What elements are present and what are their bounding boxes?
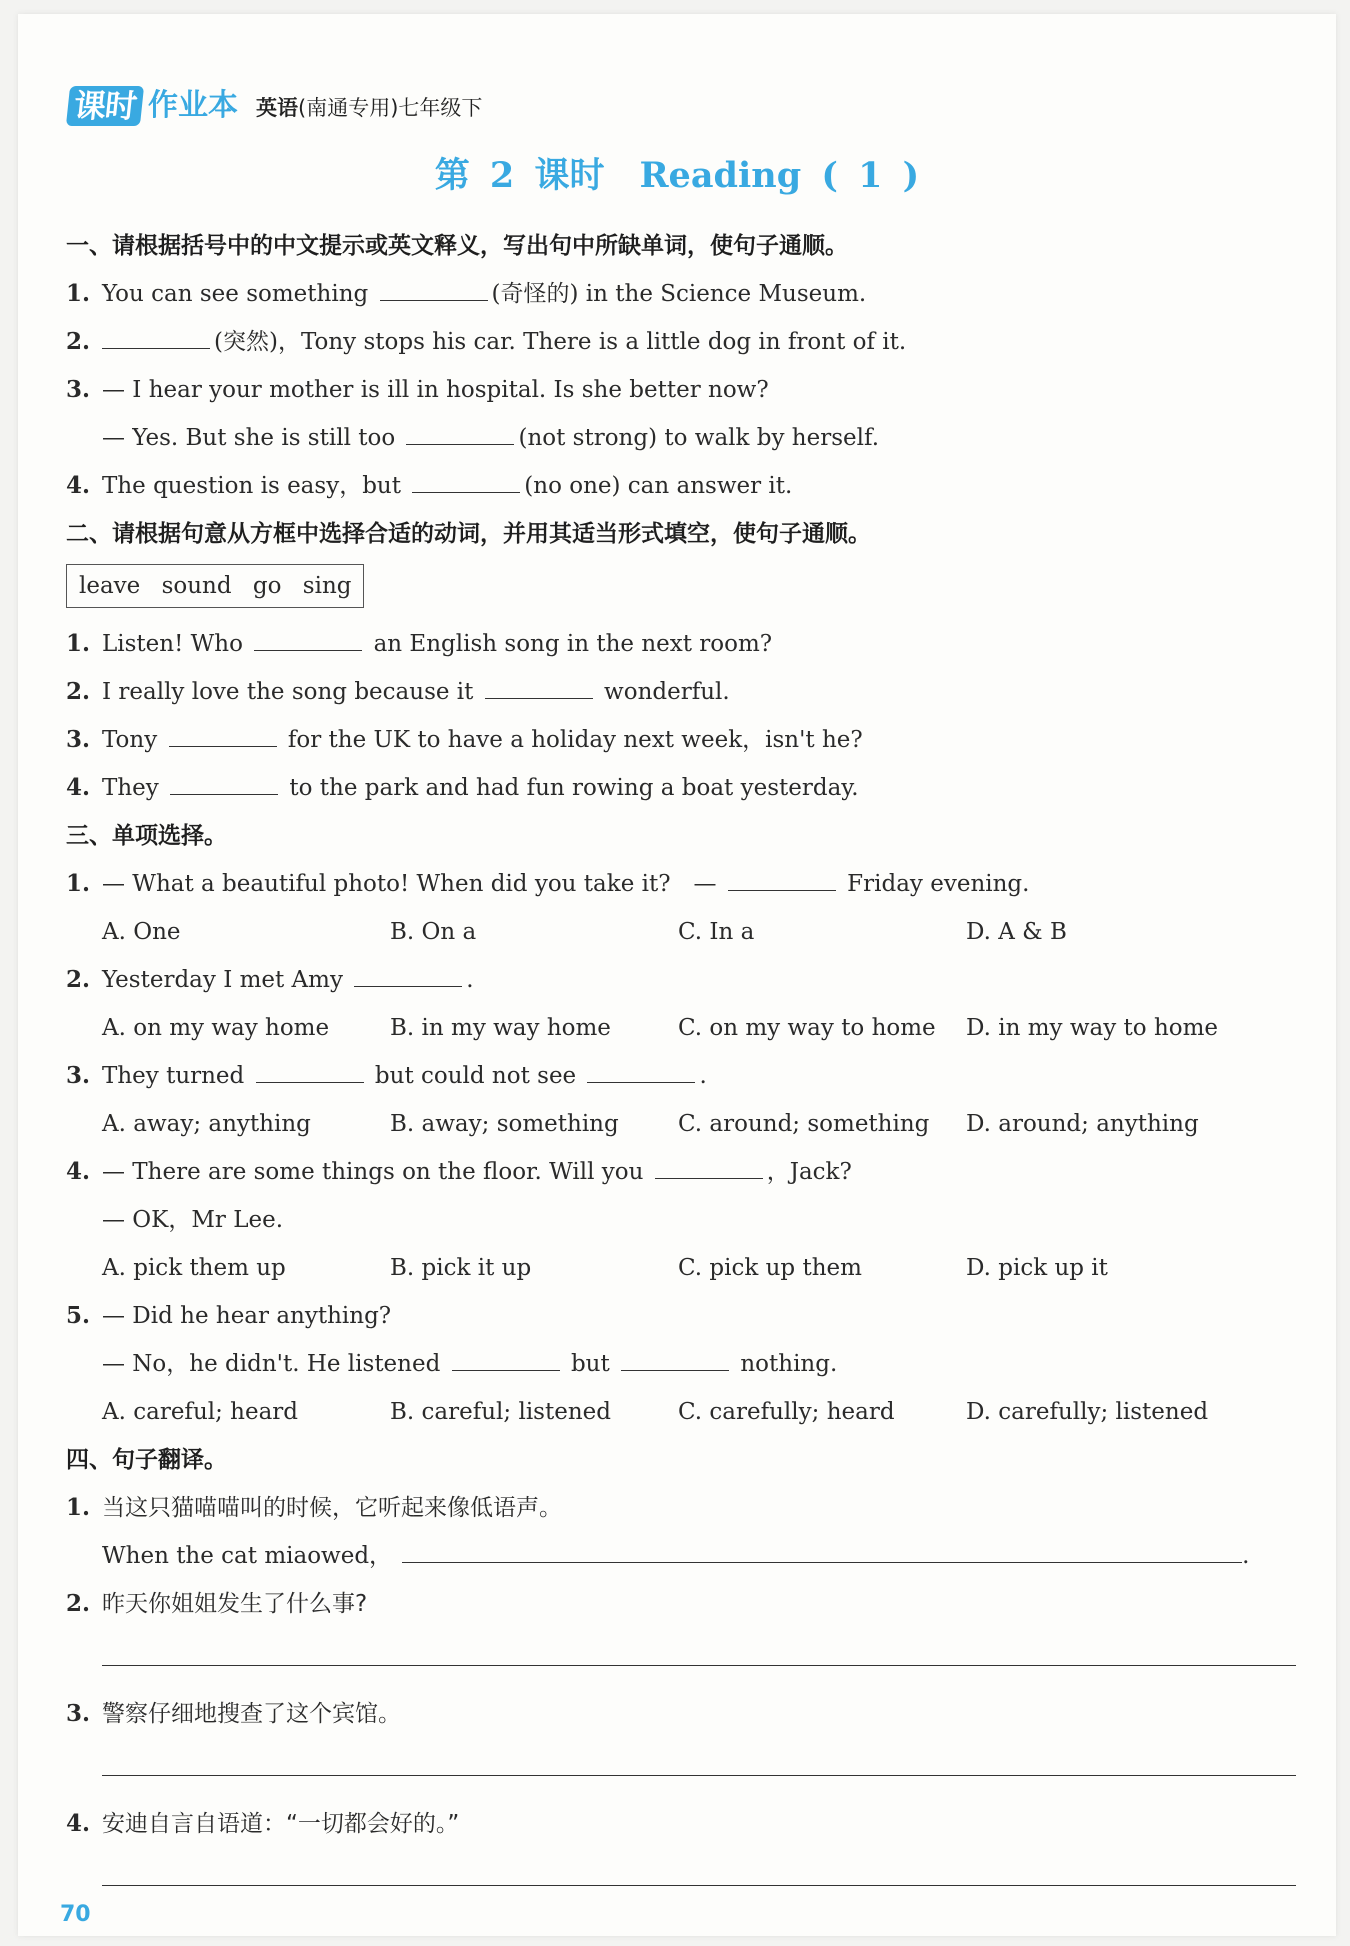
- answer-blank[interactable]: [587, 1060, 695, 1083]
- item-text: When the cat miaowed，: [102, 1543, 393, 1569]
- section4-heading: 四、句子翻译。: [66, 1447, 227, 1473]
- answer-blank[interactable]: [412, 470, 520, 493]
- page-number: 70: [60, 1902, 91, 1927]
- option-b[interactable]: B. On a: [390, 919, 477, 945]
- item-text: — No，he didn't. He listened: [102, 1351, 441, 1377]
- item-number: 5.: [66, 1302, 91, 1329]
- item-text: but could not see: [374, 1063, 577, 1089]
- option-c[interactable]: C. pick up them: [678, 1255, 862, 1281]
- item-text: They turned: [102, 1063, 245, 1089]
- s3-q1-options: [66, 908, 1296, 956]
- item-text: (突然)，Tony stops his car. There is a little dog in front of it.: [214, 329, 907, 355]
- s4-item-4-answer-line[interactable]: [66, 1848, 1296, 1896]
- s4-item-4: [66, 1800, 1296, 1848]
- s2-item-1: [66, 620, 1296, 668]
- s4-item-1-answer: [66, 1532, 1296, 1580]
- section1-heading: 一、请根据括号中的中文提示或英文释义，写出句中所缺单词，使句子通顺。: [66, 233, 848, 259]
- item-number: 3.: [66, 376, 91, 403]
- word-box: leave sound go sing: [66, 564, 364, 608]
- item-number: 1.: [66, 630, 91, 657]
- option-c[interactable]: C. In a: [678, 919, 755, 945]
- item-number: 4.: [66, 774, 91, 801]
- item-text: 当这只猫喵喵叫的时候，它听起来像低语声。: [102, 1495, 562, 1521]
- item-text: Tony: [102, 727, 158, 753]
- item-text: You can see something: [102, 281, 369, 307]
- item-text: an English song in the next room?: [373, 631, 773, 657]
- item-number: 1.: [66, 1494, 91, 1521]
- item-number: 3.: [66, 726, 91, 753]
- option-c[interactable]: C. carefully; heard: [678, 1399, 895, 1425]
- item-text: Yesterday I met Amy: [102, 967, 343, 993]
- answer-blank[interactable]: [354, 964, 462, 987]
- answer-blank[interactable]: [655, 1156, 763, 1179]
- s4-item-3-answer-line[interactable]: [66, 1738, 1296, 1786]
- s1-item-1: [66, 270, 1296, 318]
- item-text: Listen! Who: [102, 631, 243, 657]
- page-header: [68, 76, 482, 126]
- s3-q3: [66, 1052, 1296, 1100]
- s2-item-2: [66, 668, 1296, 716]
- item-number: 4.: [66, 1810, 91, 1837]
- item-number: 2.: [66, 1590, 91, 1617]
- item-text: wonderful.: [604, 679, 730, 705]
- item-text: .: [1242, 1543, 1250, 1569]
- logo-text: 作业本: [148, 88, 239, 123]
- item-text: .: [466, 967, 474, 993]
- s4-item-1: [66, 1484, 1296, 1532]
- item-number: 3.: [66, 1700, 91, 1727]
- item-text: 警察仔细地搜查了这个宾馆。: [102, 1701, 401, 1727]
- item-text: The question is easy，but: [102, 473, 401, 499]
- item-text: .: [699, 1063, 707, 1089]
- option-d[interactable]: D. A & B: [966, 919, 1067, 945]
- answer-blank[interactable]: [485, 676, 593, 699]
- item-text: to the park and had fun rowing a boat yesterday.: [289, 775, 859, 801]
- item-number: 3.: [66, 1062, 91, 1089]
- lesson-title: 第 2 课时 Reading ( 1 ): [434, 155, 920, 196]
- option-b[interactable]: B. away; something: [390, 1111, 619, 1137]
- item-number: 2.: [66, 328, 91, 355]
- option-d[interactable]: D. around; anything: [966, 1111, 1199, 1137]
- item-number: 2.: [66, 966, 91, 993]
- option-b[interactable]: B. careful; listened: [390, 1399, 611, 1425]
- worksheet-page: [18, 14, 1336, 1936]
- item-text: — Did he hear anything?: [102, 1303, 392, 1329]
- s4-item-2: [66, 1580, 1296, 1628]
- s1-item-3: [66, 366, 1296, 414]
- option-a[interactable]: A. One: [102, 919, 181, 945]
- item-text: — Yes. But she is still too: [102, 425, 396, 451]
- item-text: ，Jack?: [766, 1159, 852, 1185]
- answer-line[interactable]: [402, 1540, 1242, 1563]
- option-d[interactable]: D. pick up it: [966, 1255, 1108, 1281]
- item-text: — What a beautiful photo! When did you take it? —: [102, 871, 717, 897]
- section3-heading: 三、单项选择。: [66, 823, 227, 849]
- s1-item-4: [66, 462, 1296, 510]
- s1-item-3-reply: [66, 414, 1296, 462]
- item-text: but: [570, 1351, 610, 1377]
- option-d[interactable]: D. carefully; listened: [966, 1399, 1209, 1425]
- answer-blank[interactable]: [256, 1060, 364, 1083]
- s1-item-2: [66, 318, 1296, 366]
- option-a[interactable]: A. on my way home: [102, 1015, 330, 1041]
- option-d[interactable]: D. in my way to home: [966, 1015, 1219, 1041]
- answer-blank[interactable]: [169, 724, 277, 747]
- s3-q5-reply: [66, 1340, 1296, 1388]
- s3-q4-reply: — OK，Mr Lee.: [102, 1207, 284, 1233]
- s3-q3-options: [66, 1100, 1296, 1148]
- s3-q5: [66, 1292, 1296, 1340]
- section2-heading: 二、请根据句意从方框中选择合适的动词，并用其适当形式填空，使句子通顺。: [66, 521, 871, 547]
- item-number: 4.: [66, 1158, 91, 1185]
- option-b[interactable]: B. in my way home: [390, 1015, 611, 1041]
- item-text: I really love the song because it: [102, 679, 474, 705]
- option-c[interactable]: C. around; something: [678, 1111, 930, 1137]
- item-number: 2.: [66, 678, 91, 705]
- option-a[interactable]: A. away; anything: [102, 1111, 311, 1137]
- s3-q4-options: [66, 1244, 1296, 1292]
- s4-item-3: [66, 1690, 1296, 1738]
- item-text: — I hear your mother is ill in hospital. Is she better now?: [102, 377, 769, 403]
- item-text: (奇怪的) in the Science Museum.: [491, 281, 867, 307]
- option-a[interactable]: A. pick them up: [102, 1255, 286, 1281]
- answer-blank[interactable]: [170, 772, 278, 795]
- item-text: — There are some things on the floor. Will you: [102, 1159, 644, 1185]
- logo-box: 课时: [66, 86, 144, 126]
- option-b[interactable]: B. pick it up: [390, 1255, 532, 1281]
- s3-q2-options: [66, 1004, 1296, 1052]
- publisher-logo: [68, 86, 238, 126]
- subject-detail: (南通专用)七年级下: [298, 96, 483, 120]
- item-number: 1.: [66, 870, 91, 897]
- item-text: (not strong) to walk by herself.: [518, 425, 880, 451]
- answer-blank[interactable]: [621, 1348, 729, 1371]
- item-number: 4.: [66, 472, 91, 499]
- s3-q2: [66, 956, 1296, 1004]
- option-c[interactable]: C. on my way to home: [678, 1015, 936, 1041]
- item-number: 1.: [66, 280, 91, 307]
- answer-blank[interactable]: [102, 326, 210, 349]
- item-text: nothing.: [740, 1351, 838, 1377]
- answer-blank[interactable]: [728, 868, 836, 891]
- subject-name: 英语: [256, 96, 299, 120]
- item-text: Friday evening.: [847, 871, 1030, 897]
- item-text: (no one) can answer it.: [524, 473, 793, 499]
- item-text: for the UK to have a holiday next week，isn't he?: [287, 727, 863, 753]
- s2-item-3: [66, 716, 1296, 764]
- s3-q4: [66, 1148, 1296, 1196]
- answer-blank[interactable]: [380, 278, 488, 301]
- s2-item-4: [66, 764, 1296, 812]
- s3-q5-options: [66, 1388, 1296, 1436]
- answer-blank[interactable]: [254, 628, 362, 651]
- s3-q1: [66, 860, 1296, 908]
- subject-label: [256, 90, 482, 126]
- item-text: They: [102, 775, 159, 801]
- answer-blank[interactable]: [406, 422, 514, 445]
- option-a[interactable]: A. careful; heard: [102, 1399, 299, 1425]
- answer-blank[interactable]: [452, 1348, 560, 1371]
- item-text: 安迪自言自语道：“一切都会好的。”: [102, 1811, 460, 1837]
- s4-item-2-answer-line[interactable]: [66, 1628, 1296, 1676]
- item-text: 昨天你姐姐发生了什么事?: [102, 1591, 368, 1617]
- worksheet-content: [66, 222, 1296, 1896]
